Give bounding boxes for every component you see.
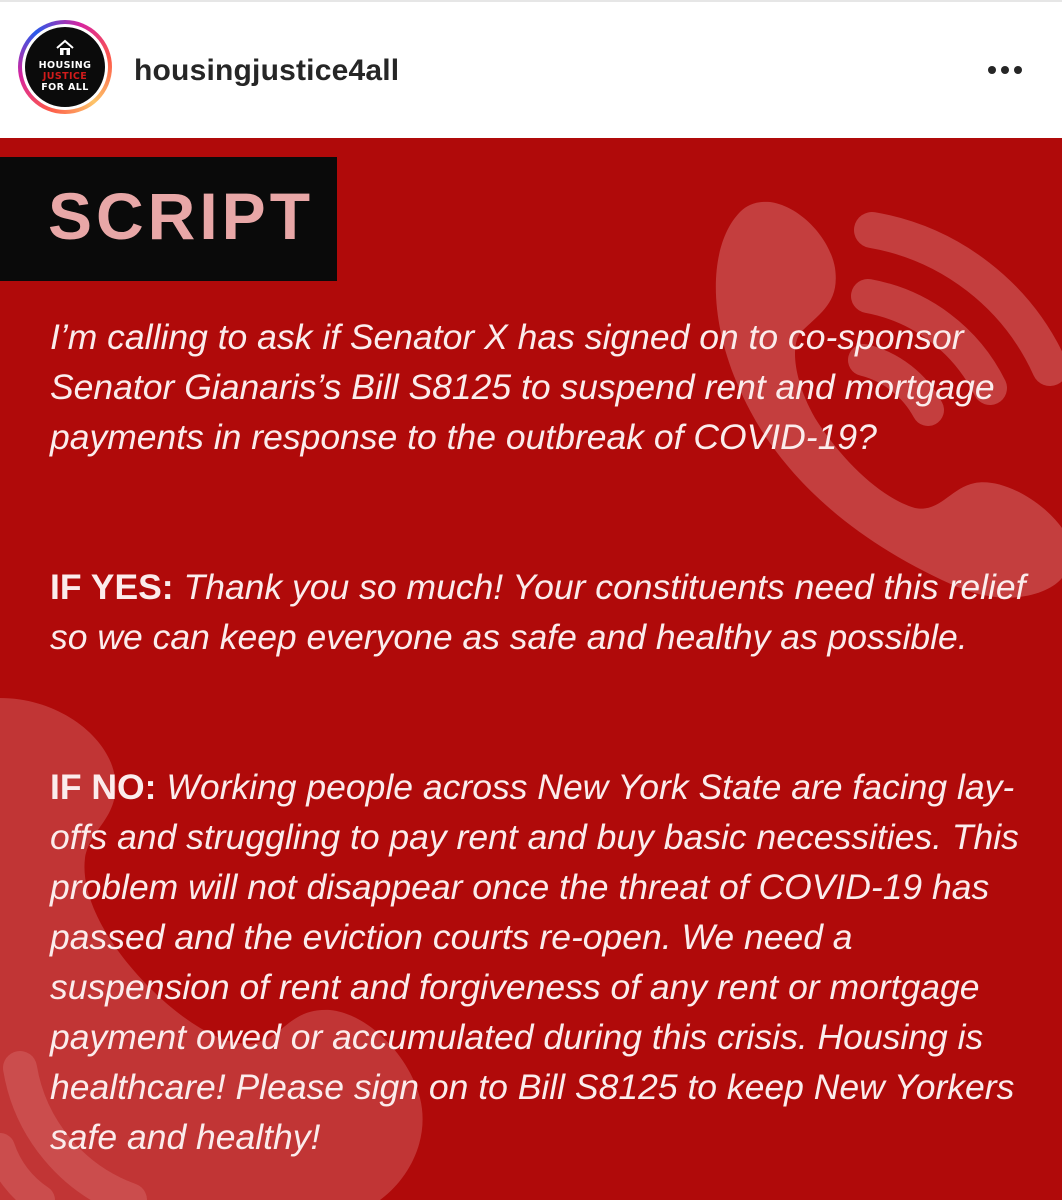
housing-justice-logo [25, 27, 105, 107]
intro-paragraph [50, 312, 1040, 462]
if-no-label: IF NO: [50, 767, 157, 807]
post-image[interactable] [0, 138, 1062, 1200]
if-yes-text: Thank you so much! Your constituents need this relief so we can keep everyone as safe and healthy as possible. [50, 567, 1026, 657]
if-yes-paragraph [50, 562, 1040, 662]
avatar[interactable] [18, 20, 112, 114]
house-icon [56, 39, 74, 57]
logo-text-line-3: FOR ALL [41, 82, 89, 93]
script-badge [0, 157, 337, 281]
script-heading: SCRIPT [48, 179, 315, 253]
if-no-paragraph [50, 762, 1040, 1162]
if-no-text: Working people across New York State are facing lay-offs and struggling to pay rent and buy basic necessities. This problem will not disappear once the threat of COVID-19 has passed and the eviction courts re-open. We need a suspension of rent and forgiveness of any rent or mortgage payment owed or accumulated during this crisis. Housing is healthcare! Please sign on to Bill S8125 to keep New Yorkers safe and healthy! [50, 767, 1019, 1157]
post-header [0, 0, 1062, 138]
intro-text: I’m calling to ask if Senator X has signed on to co-sponsor Senator Gianaris’s Bill S8125 to suspend rent and mortgage payments in response to the outbreak of COVID-19? [50, 317, 995, 457]
more-horizontal-icon [988, 66, 996, 74]
logo-text-line-1: HOUSING [38, 60, 92, 71]
if-yes-label: IF YES: [50, 567, 174, 607]
username[interactable]: housingjustice4all [134, 54, 400, 87]
more-options-button[interactable] [982, 62, 1028, 82]
logo-text-line-2: JUSTICE [42, 71, 88, 82]
